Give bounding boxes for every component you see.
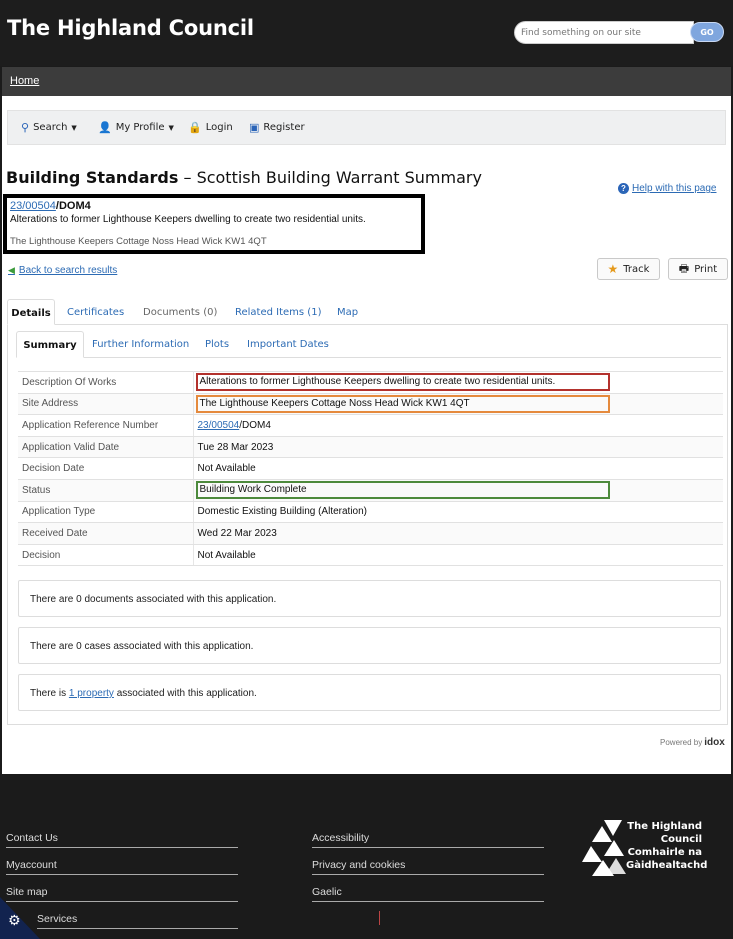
search-menu-label: Search: [33, 122, 68, 133]
my-profile-label: My Profile: [115, 122, 165, 133]
go-button[interactable]: GO: [690, 22, 724, 42]
reference-link[interactable]: 23/00504: [10, 200, 56, 212]
footer-contact-link[interactable]: Contact Us: [6, 832, 238, 848]
application-summary-box: [3, 194, 425, 254]
application-reference: [10, 200, 91, 212]
star-icon: ★: [607, 262, 619, 276]
login-label: Login: [205, 122, 233, 133]
reference-number-suffix: /DOM4: [239, 419, 271, 431]
reference-suffix: /DOM4: [55, 200, 91, 212]
site-address-value: The Lighthouse Keepers Cottage Noss Head Wick KW1 4QT: [196, 395, 610, 413]
tab-details[interactable]: Details: [7, 299, 55, 325]
site-search-input[interactable]: [514, 21, 694, 44]
row-value: [193, 372, 723, 394]
row-label: Description Of Works: [18, 372, 193, 394]
row-value: [193, 479, 723, 501]
cookie-settings-icon[interactable]: ⚙: [8, 912, 21, 928]
row-label: Status: [18, 479, 193, 501]
property-link[interactable]: 1 property: [68, 688, 114, 699]
summary-table: [18, 371, 723, 566]
page-title-rest: – Scottish Building Warrant Summary: [178, 168, 482, 187]
caret-down-icon: ▼: [168, 123, 174, 132]
idox-logo: idox: [704, 737, 725, 748]
details-panel: [7, 325, 728, 725]
status-value: Building Work Complete: [196, 481, 610, 499]
row-label: Decision Date: [18, 458, 193, 480]
reference-number-link[interactable]: 23/00504: [197, 419, 240, 431]
tab-map[interactable]: Map: [337, 307, 359, 318]
received-date-value: Wed 22 Mar 2023: [193, 523, 723, 545]
subtab-plots[interactable]: Plots: [205, 339, 230, 350]
tab-related-items[interactable]: Related Items (1): [235, 307, 322, 318]
row-label: Received Date: [18, 523, 193, 545]
search-menu[interactable]: [21, 122, 77, 133]
summary-subtabs: [16, 331, 721, 358]
documents-info: There are 0 documents associated with this application.: [18, 580, 721, 617]
table-row: [18, 415, 723, 437]
site-header: [0, 0, 733, 66]
lock-icon: 🔒: [188, 121, 202, 134]
application-description: Alterations to former Lighthouse Keepers dwelling to create two residential units.: [10, 214, 366, 225]
table-row: [18, 436, 723, 458]
logo-english-line1: The Highland: [627, 821, 702, 832]
application-address: The Lighthouse Keepers Cottage Noss Head Wick KW1 4QT: [10, 236, 267, 247]
table-row: [18, 393, 723, 415]
powered-by-text: Powered by: [660, 738, 703, 747]
property-info-post: associated with this application.: [113, 688, 257, 699]
row-label: Decision: [18, 544, 193, 566]
row-label: Application Reference Number: [18, 415, 193, 437]
table-row: [18, 544, 723, 566]
row-label: Application Type: [18, 501, 193, 523]
logo-gaelic-line2: Gàidhealtachd: [626, 860, 708, 871]
nav-home-link[interactable]: Home: [10, 75, 40, 87]
row-value: [193, 415, 723, 437]
help-link[interactable]: [618, 183, 717, 194]
tab-certificates[interactable]: Certificates: [67, 307, 125, 318]
back-to-results-link[interactable]: [8, 265, 117, 276]
login-link[interactable]: [188, 122, 233, 133]
row-label: Application Valid Date: [18, 436, 193, 458]
logo-english-line2: Council: [660, 834, 702, 845]
register-icon: ▣: [249, 121, 260, 134]
footer-gaelic-link[interactable]: Gaelic: [312, 886, 544, 902]
detail-tabs: [7, 299, 728, 325]
footer-services-link[interactable]: Services: [37, 913, 238, 929]
footer-privacy-link[interactable]: Privacy and cookies: [312, 859, 544, 875]
subtab-important-dates[interactable]: Important Dates: [247, 339, 329, 350]
account-toolbar: [7, 110, 726, 145]
footer-accessibility-link[interactable]: Accessibility: [312, 832, 544, 848]
track-label: Track: [623, 263, 650, 275]
table-row: [18, 372, 723, 394]
description-value: Alterations to former Lighthouse Keepers dwelling to create two residential units.: [196, 373, 610, 391]
page-title-bold: Building Standards: [6, 168, 179, 187]
site-search: [514, 21, 726, 44]
register-label: Register: [263, 122, 305, 133]
help-icon: ?: [618, 183, 629, 194]
logo-text: [626, 820, 708, 872]
table-row: [18, 523, 723, 545]
help-link-label: Help with this page: [632, 183, 717, 194]
application-type-value: Domestic Existing Building (Alteration): [193, 501, 723, 523]
row-value: [193, 393, 723, 415]
table-row: [18, 501, 723, 523]
footer-sitemap-link[interactable]: Site map: [6, 886, 238, 902]
main-content: [2, 96, 731, 774]
table-row: [18, 479, 723, 501]
subtab-summary[interactable]: Summary: [16, 331, 84, 358]
main-nav: [2, 67, 731, 96]
my-profile-menu[interactable]: [98, 122, 174, 133]
page-title: [6, 168, 482, 187]
logo-gaelic-line1: Comhairle na: [627, 847, 702, 858]
cases-info: There are 0 cases associated with this application.: [18, 627, 721, 664]
back-arrow-icon: ◀: [8, 265, 15, 275]
highland-council-logo[interactable]: [582, 818, 708, 880]
valid-date-value: Tue 28 Mar 2023: [193, 436, 723, 458]
decision-value: Not Available: [193, 544, 723, 566]
property-info-pre: There is: [30, 688, 69, 699]
track-button[interactable]: [597, 258, 660, 280]
footer-myaccount-link[interactable]: Myaccount: [6, 859, 238, 875]
decision-date-value: Not Available: [193, 458, 723, 480]
caret-down-icon: ▼: [71, 123, 77, 132]
subtab-further-information[interactable]: Further Information: [92, 339, 190, 350]
row-label: Site Address: [18, 393, 193, 415]
print-icon: 🖶: [678, 261, 690, 275]
print-label: Print: [694, 263, 718, 275]
back-link-label: Back to search results: [18, 265, 118, 276]
property-info: [18, 674, 721, 711]
tab-documents[interactable]: Documents (0): [143, 307, 218, 318]
search-icon: ⚲: [21, 121, 30, 134]
site-title[interactable]: The Highland Council: [7, 16, 254, 40]
register-link[interactable]: [249, 122, 305, 133]
table-row: [18, 458, 723, 480]
powered-by: [660, 737, 725, 748]
cursor-mark: [379, 911, 380, 925]
user-icon: 👤: [98, 121, 112, 134]
print-button[interactable]: [668, 258, 728, 280]
